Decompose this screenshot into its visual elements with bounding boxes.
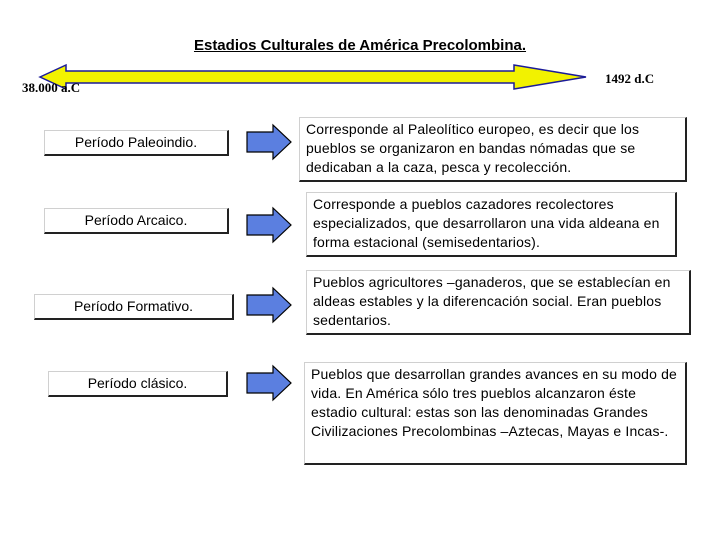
- period-description-formativo: [306, 270, 691, 335]
- period-box-arcaico: [44, 208, 229, 234]
- period-box-formativo: [34, 294, 234, 320]
- period-label: Período Formativo.: [73, 298, 194, 314]
- period-label: Período clásico.: [87, 375, 188, 391]
- right-arrow-icon: [245, 363, 295, 403]
- diagram-title: Estadios Culturales de América Precolombina.: [193, 37, 527, 54]
- description-text: Pueblos que desarrollan grandes avances en su modo de vida. En América sólo tres pueblos alcanzaron éste estadio cultural: estas son las denominadas Grandes Civilizaciones Precolombinas –Aztecas, Mayas e Incas-.: [311, 366, 677, 439]
- right-arrow-icon: [245, 122, 295, 162]
- period-box-clasico: [48, 371, 228, 397]
- right-arrow-icon: [245, 285, 295, 325]
- timeline-arrow-shape: [40, 65, 586, 89]
- period-description-arcaico: [306, 192, 677, 257]
- timeline-start-label: 38.000 a.C: [22, 80, 81, 95]
- period-description-clasico: [304, 362, 687, 465]
- description-text: Corresponde al Paleolítico europeo, es decir que los pueblos se organizaron en bandas nómadas que se dedicaban a la caza, pesca y recolección.: [306, 121, 640, 175]
- period-label: Período Arcaico.: [84, 212, 188, 228]
- period-description-paleoindio: [299, 117, 687, 182]
- right-arrow-icon: [245, 205, 295, 245]
- description-text: Corresponde a pueblos cazadores recolectores especializados, que desarrollaron una vida aldeana en forma estacional (semisedentarios).: [313, 196, 660, 250]
- period-label: Período Paleoindio.: [74, 134, 198, 150]
- timeline-end-label: 1492 d.C: [605, 71, 655, 86]
- description-text: Pueblos agricultores –ganaderos, que se establecían en aldeas estables y la diferencación social. Eran pueblos sedentarios.: [313, 274, 671, 328]
- period-box-paleoindio: [44, 130, 229, 156]
